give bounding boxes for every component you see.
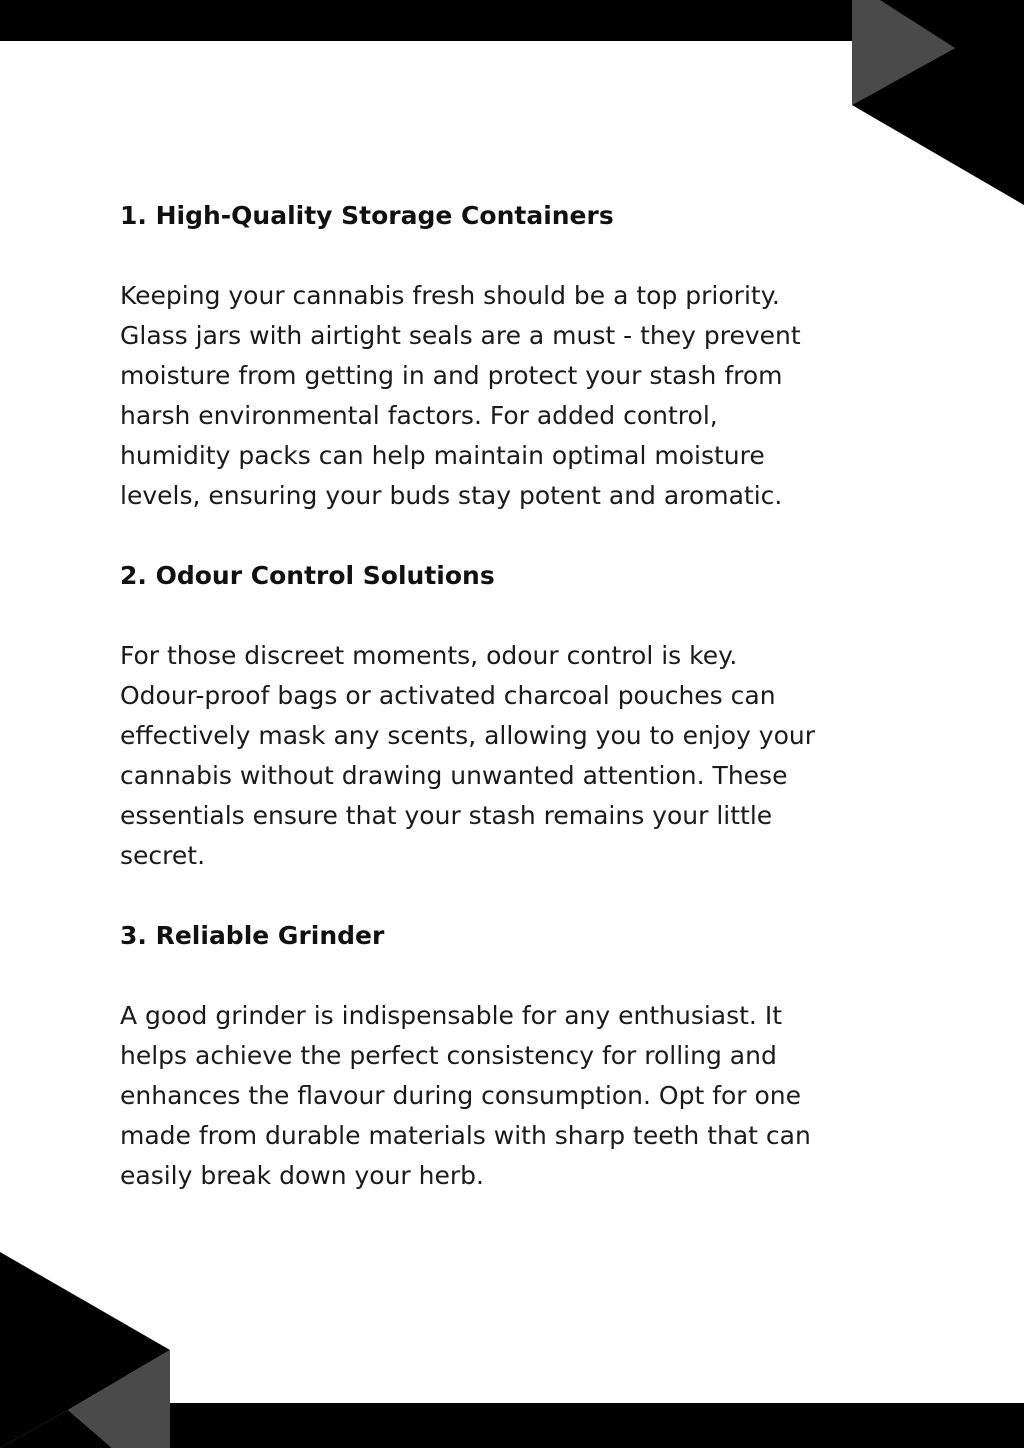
top-right-black-triangle <box>852 0 1024 205</box>
body-line: essentials ensure that your stash remains your little <box>120 801 773 830</box>
body-line: easily break down your herb. <box>120 1161 484 1190</box>
bottom-black-bar <box>170 1403 1024 1448</box>
spacer <box>120 876 900 916</box>
body-line: cannabis without drawing unwanted attention. These <box>120 761 788 790</box>
body-line: Glass jars with airtight seals are a must - they prevent <box>120 321 801 350</box>
bottom-left-black-fill <box>0 1410 112 1448</box>
body-line: made from durable materials with sharp teeth that can <box>120 1121 811 1150</box>
spacer <box>120 956 900 996</box>
section-body-storage-containers <box>120 276 900 516</box>
section-title-storage-containers: 1. High-Quality Storage Containers <box>120 201 614 230</box>
body-line: moisture from getting in and protect your stash from <box>120 361 783 390</box>
section-body-odour-control <box>120 636 900 876</box>
spacer <box>120 596 900 636</box>
body-line: A good grinder is indispensable for any enthusiast. It <box>120 1001 782 1030</box>
body-line: secret. <box>120 841 206 870</box>
body-line: Keeping your cannabis fresh should be a top priority. <box>120 281 780 310</box>
section-title-odour-control: 2. Odour Control Solutions <box>120 561 495 590</box>
section-body-reliable-grinder <box>120 996 900 1196</box>
top-black-bar <box>0 0 852 41</box>
section-title-reliable-grinder: 3. Reliable Grinder <box>120 921 385 950</box>
body-line: harsh environmental factors. For added control, <box>120 401 718 430</box>
document-content <box>120 196 900 1196</box>
body-line: levels, ensuring your buds stay potent and aromatic. <box>120 481 783 510</box>
body-line: For those discreet moments, odour control is key. <box>120 641 738 670</box>
spacer <box>120 516 900 556</box>
bottom-left-black-triangle <box>0 1252 170 1448</box>
body-line: Odour-proof bags or activated charcoal pouches can <box>120 681 776 710</box>
body-line: effectively mask any scents, allowing you to enjoy your <box>120 721 815 750</box>
body-line: helps achieve the perfect consistency for rolling and <box>120 1041 777 1070</box>
spacer <box>120 236 900 276</box>
body-line: enhances the flavour during consumption. Opt for one <box>120 1081 802 1110</box>
top-right-gray-triangle <box>852 0 955 105</box>
bottom-left-gray-triangle <box>68 1350 170 1448</box>
body-line: humidity packs can help maintain optimal moisture <box>120 441 765 470</box>
